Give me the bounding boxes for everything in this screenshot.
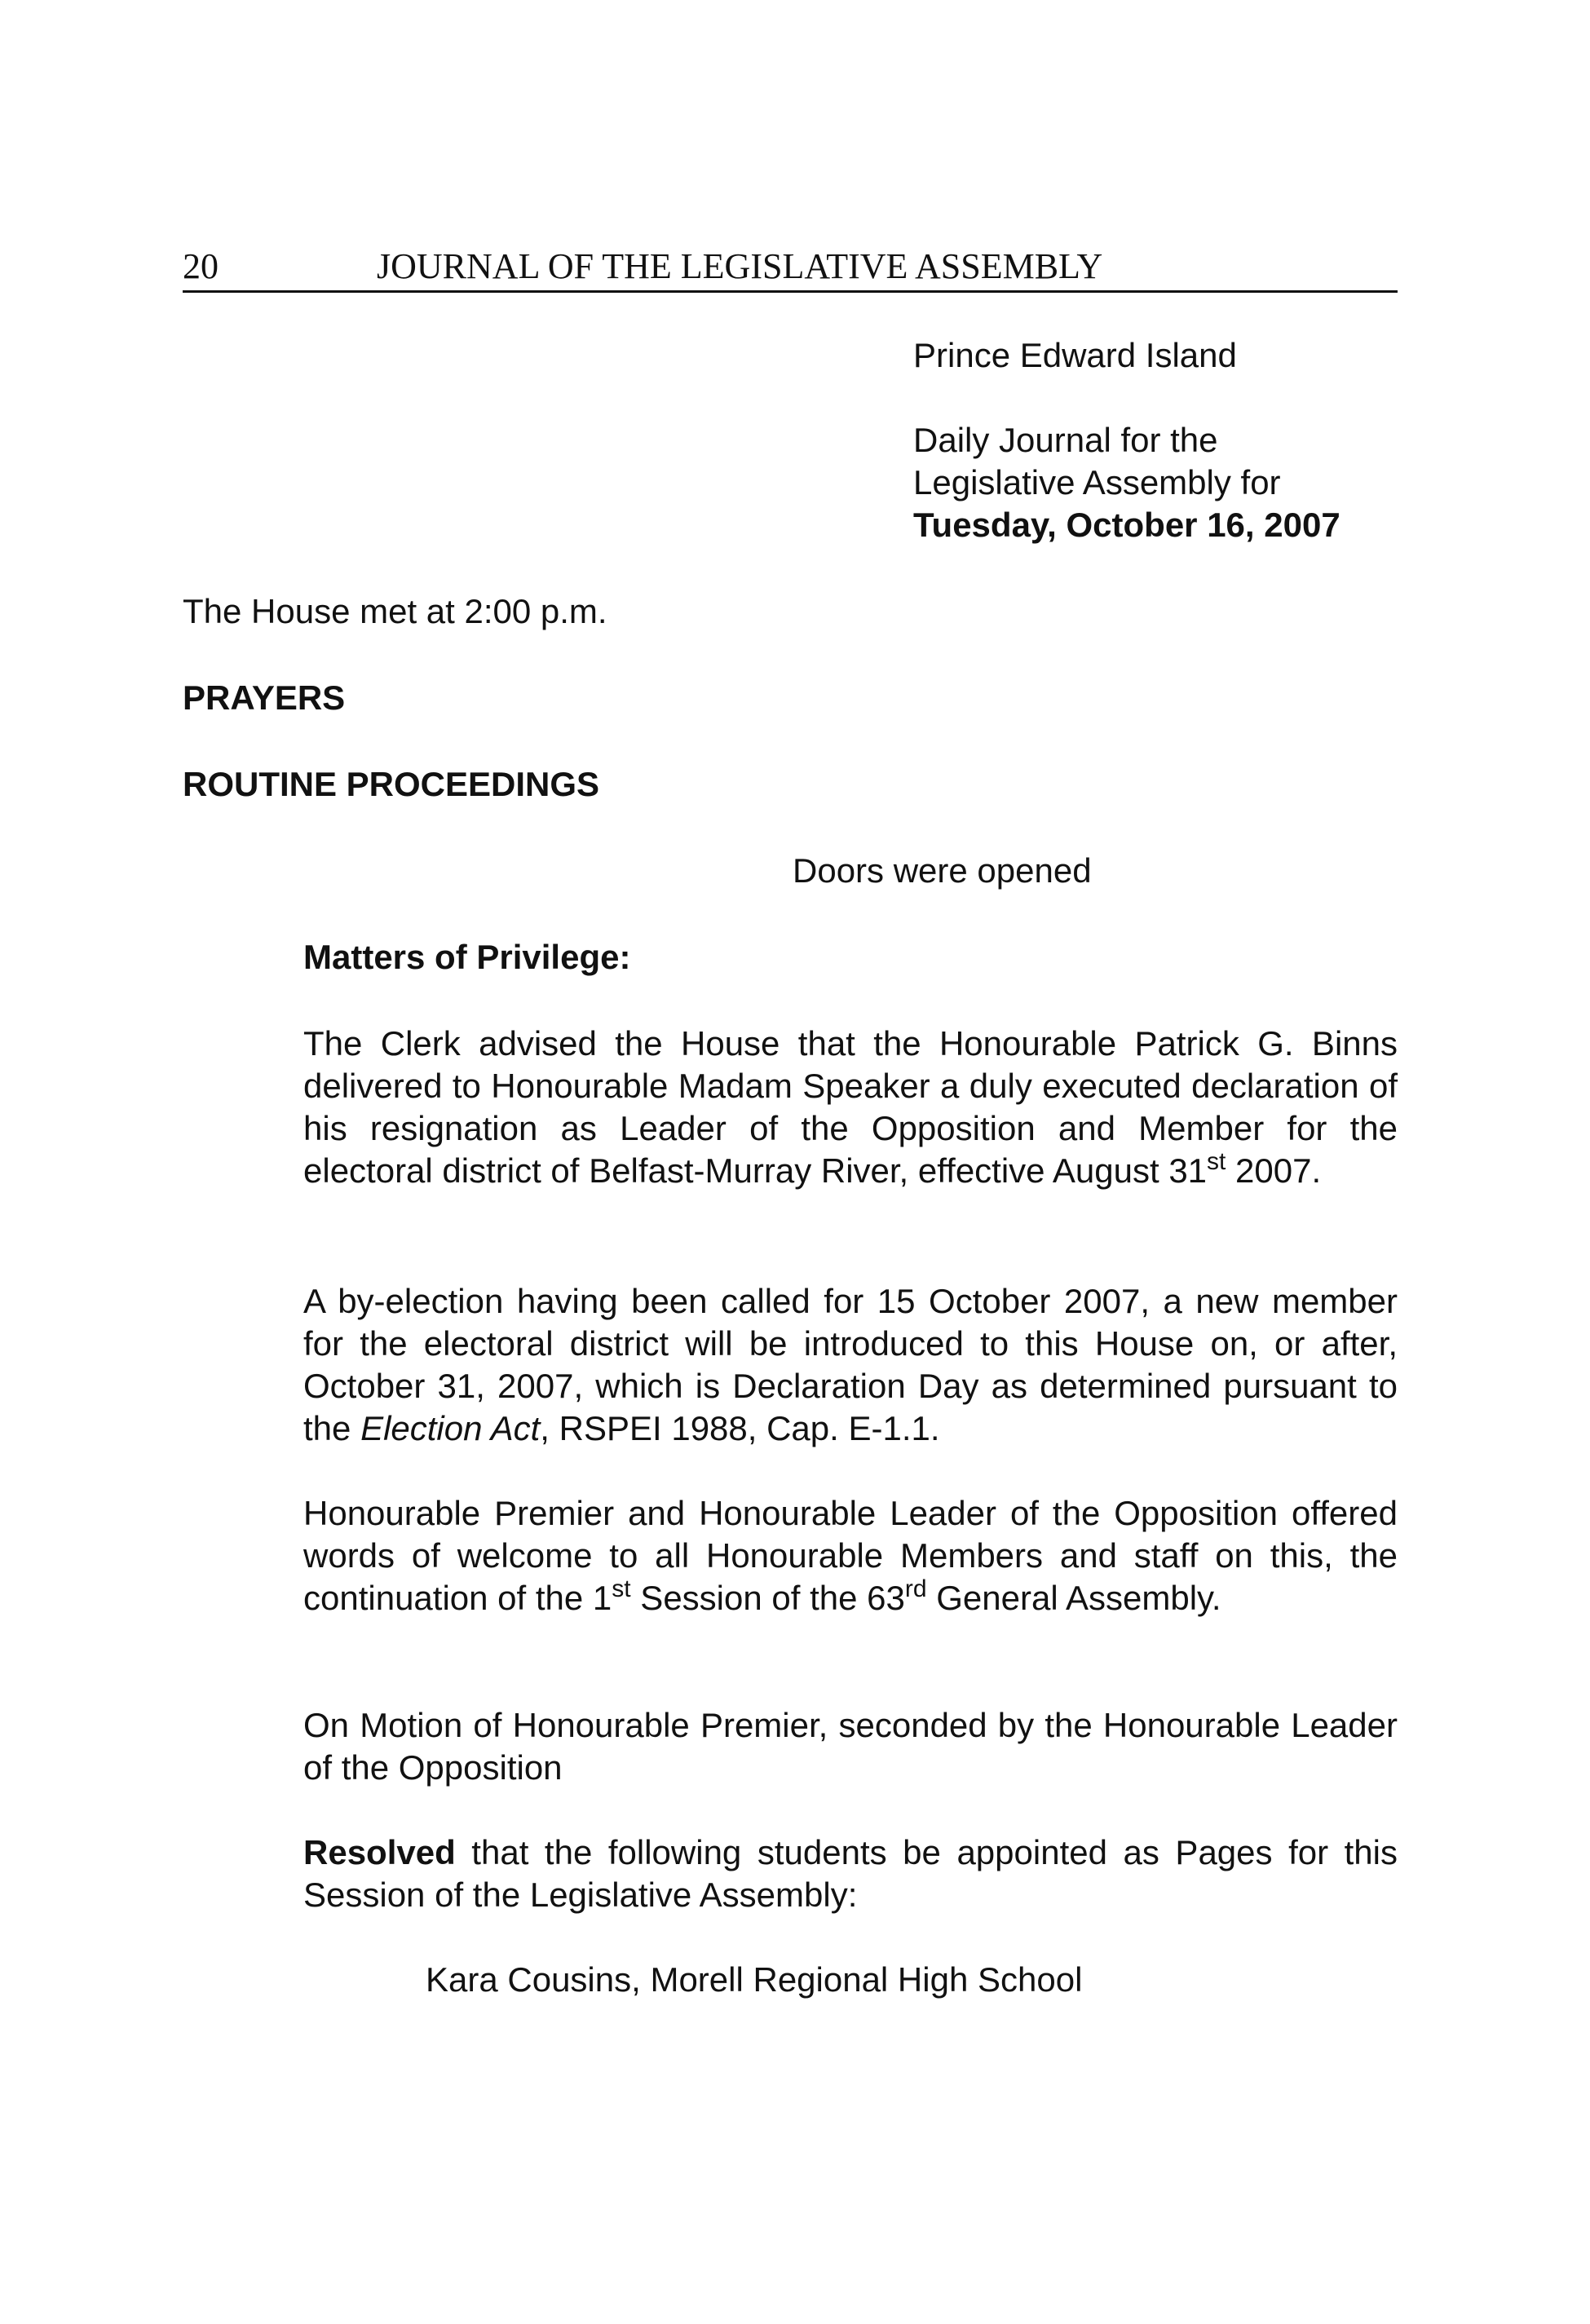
- para1-text: The Clerk advised the House that the Honourable Patrick G. Binns delivered to Honourable Madam Speaker a duly executed declaration of his resignation as Leader of the Opposition and Member for the electoral district of Belfast-Murray River, effective August 31: [303, 1024, 1398, 1190]
- privilege-heading: Matters of Privilege:: [303, 938, 631, 976]
- para3-superscript-1: st: [612, 1575, 631, 1602]
- masthead-journal-line1: Daily Journal for the: [913, 421, 1218, 459]
- masthead-date: Tuesday, October 16, 2007: [913, 506, 1340, 544]
- para1-tail: 2007.: [1226, 1151, 1322, 1190]
- page-appointee-1: Kara Cousins, Morell Regional High School: [426, 1960, 1083, 1999]
- masthead-journal-line2: Legislative Assembly for: [913, 463, 1281, 501]
- para3-part-a: Honourable Premier and Honourable Leader of the Opposition offered words of welcome to all Honourable Members and staff on this, the continuation of the 1: [303, 1494, 1398, 1617]
- para2-tail: , RSPEI 1988, Cap. E-1.1.: [540, 1409, 940, 1447]
- para3-part-b: Session of the 63: [630, 1579, 905, 1617]
- para3-superscript-2: rd: [904, 1575, 927, 1602]
- header-rule: [183, 290, 1398, 293]
- para1-superscript: st: [1207, 1148, 1226, 1175]
- motion-paragraph: On Motion of Honourable Premier, seconded by the Honourable Leader of the Opposition: [303, 1706, 1398, 1787]
- masthead-province: Prince Edward Island: [913, 336, 1237, 374]
- privilege-paragraph-3: [303, 1492, 1398, 1619]
- house-met-line: The House met at 2:00 p.m.: [183, 592, 607, 630]
- page-number: 20: [183, 246, 219, 286]
- privilege-paragraph-2: [303, 1280, 1398, 1450]
- resolved-paragraph: [303, 1831, 1398, 1916]
- routine-proceedings-heading: ROUTINE PROCEEDINGS: [183, 765, 600, 803]
- prayers-heading: PRAYERS: [183, 678, 346, 717]
- resolved-keyword: Resolved: [303, 1833, 456, 1871]
- election-act-title: Election Act: [360, 1409, 541, 1447]
- para3-part-c: General Assembly.: [926, 1579, 1221, 1617]
- para2-text: A by-election having been called for 15 October 2007, a new member for the electoral district will be introduced to this House on, or after, October 31, 2007, which is Declaration Day as determined pursuant to the: [303, 1282, 1398, 1447]
- doors-opened-line: Doors were opened: [793, 851, 1092, 890]
- privilege-paragraph-1: [303, 1023, 1398, 1192]
- resolved-text: that the following students be appointed as Pages for this Session of the Legislative Assembly:: [303, 1833, 1398, 1914]
- running-title: JOURNAL OF THE LEGISLATIVE ASSEMBLY: [377, 246, 1103, 286]
